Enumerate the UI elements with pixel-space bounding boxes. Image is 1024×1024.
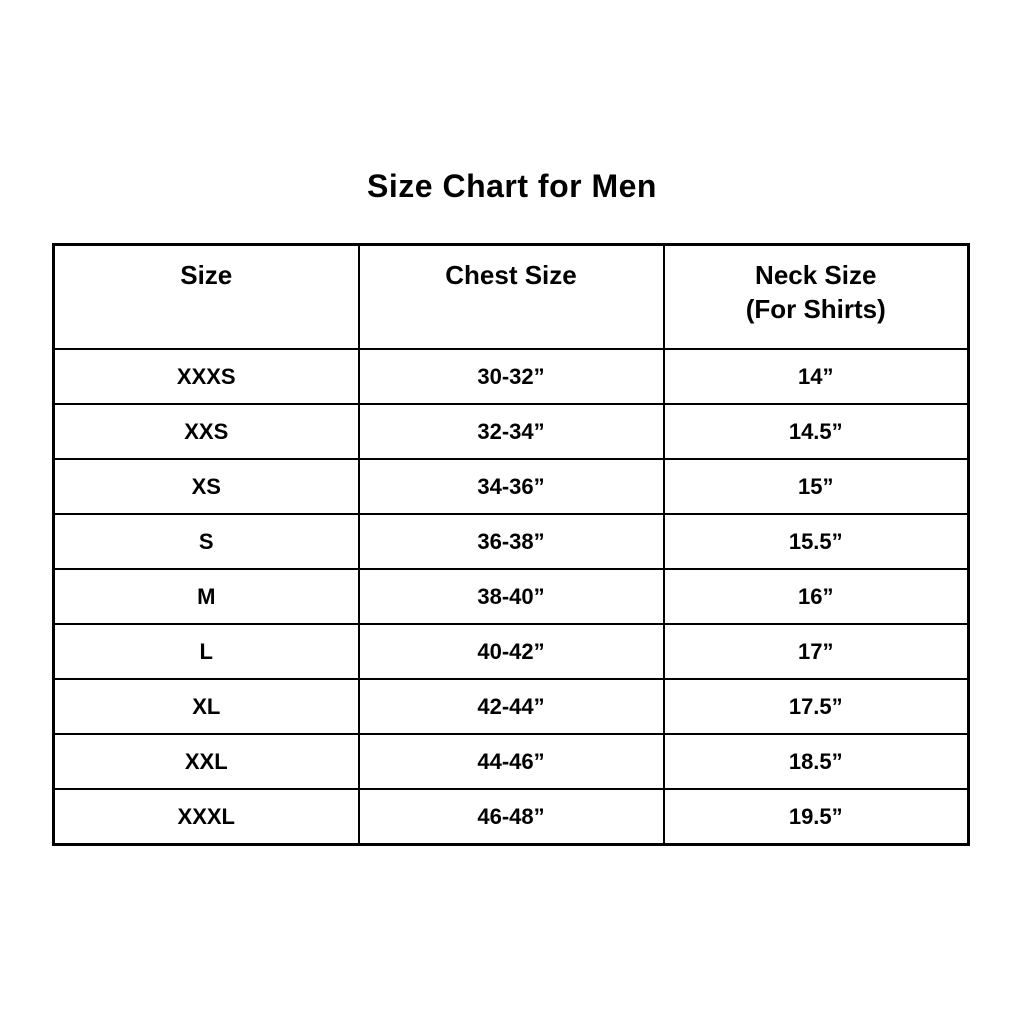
cell-size: S [54,514,359,569]
cell-neck: 16” [664,569,969,624]
cell-chest: 42-44” [359,679,664,734]
cell-chest: 34-36” [359,459,664,514]
table-row [54,404,969,459]
cell-size: XXS [54,404,359,459]
cell-neck: 14” [664,349,969,404]
column-header-chest-size [359,245,664,350]
cell-neck: 17.5” [664,679,969,734]
table-row [54,679,969,734]
page-title: Size Chart for Men [367,168,657,204]
column-header-neck-size [664,245,969,350]
table-row [54,569,969,624]
cell-size: M [54,569,359,624]
cell-chest: 46-48” [359,789,664,845]
table-row [54,459,969,514]
header-row [54,245,969,350]
table-row [54,349,969,404]
cell-chest: 36-38” [359,514,664,569]
cell-chest: 32-34” [359,404,664,459]
column-header-size-label: Size [180,260,233,290]
column-header-size [54,245,359,350]
cell-chest: 30-32” [359,349,664,404]
cell-neck: 15” [664,459,969,514]
cell-neck: 15.5” [664,514,969,569]
cell-neck: 14.5” [664,404,969,459]
cell-size: XXL [54,734,359,789]
cell-size: XXXS [54,349,359,404]
column-header-neck-label-line2: (For Shirts) [745,294,886,324]
cell-size: XS [54,459,359,514]
cell-chest: 40-42” [359,624,664,679]
cell-neck: 18.5” [664,734,969,789]
size-chart-table [52,243,970,846]
cell-size: XXXL [54,789,359,845]
cell-chest: 44-46” [359,734,664,789]
table-row [54,734,969,789]
cell-neck: 17” [664,624,969,679]
table-row [54,624,969,679]
table-row [54,514,969,569]
cell-neck: 19.5” [664,789,969,845]
table-header [54,245,969,350]
table-row [54,789,969,845]
column-header-neck-label-line1: Neck Size [755,260,877,290]
column-header-chest-label: Chest Size [445,260,577,290]
cell-size: L [54,624,359,679]
table-body [54,349,969,845]
cell-size: XL [54,679,359,734]
cell-chest: 38-40” [359,569,664,624]
